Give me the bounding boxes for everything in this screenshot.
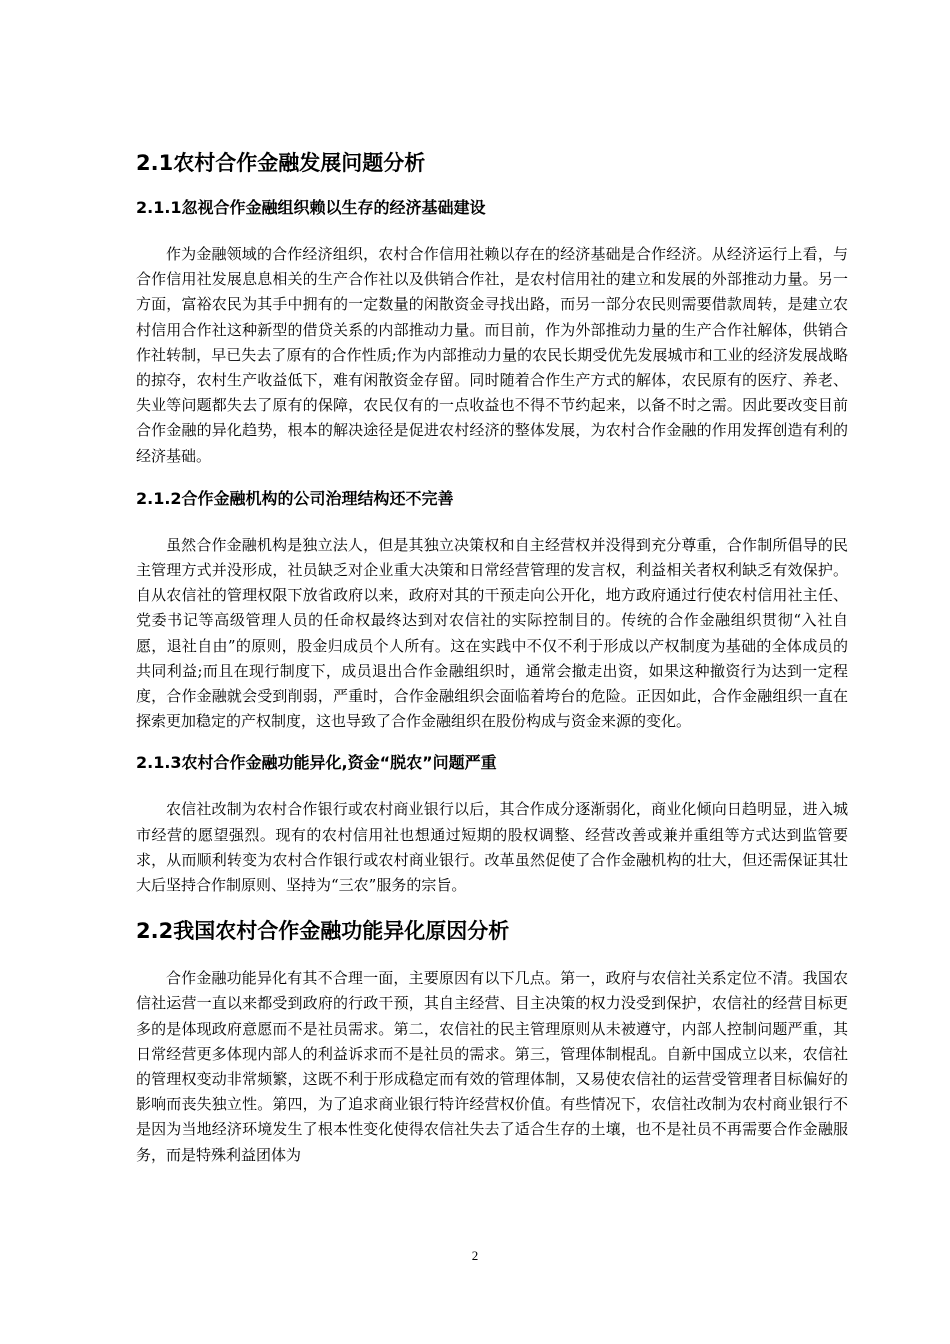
section-2-1-2-paragraph: 虽然合作金融机构是独立法人，但是其独立决策权和自主经营权并没得到充分尊重，合作制所倡导的民主管理方式并没形成，社员缺乏对企业重大决策和日常经营管理的发言权，利益相关者权利缺乏有效保护。自从农信社的管理权限下放省政府以来，政府对其的干预走向公开化，地方政府通过行使农村信用社主任、党委书记等高级管理人员的任命权最终达到对农信社的实际控制目的。传统的合作金融组织贯彻“入社自愿，退社自由”的原则，股金归成员个人所有。这在实践中不仅不利于形成以产权制度为基础的全体成员的共同利益;而且在现行制度下，成员退出合作金融组织时，通常会撤走出资，如果这种撤资行为达到一定程度，合作金融就会受到削弱，严重时，合作金融组织会面临着垮台的危险。正因如此，合作金融组织一直在探索更加稳定的产权制度，这也导致了合作金融组织在股份构成与资金来源的变化。 bbox=[136, 535, 848, 731]
section-2-1-heading: 2.1农村合作金融发展问题分析 bbox=[136, 151, 426, 175]
page-number: 2 bbox=[471, 1248, 479, 1263]
document-body bbox=[136, 138, 848, 1168]
section-2-1-3-heading: 2.1.3农村合作金融功能异化,资金“脱农”问题严重 bbox=[136, 753, 497, 773]
section-2-1-1-heading: 2.1.1忽视合作金融组织赖以生存的经济基础建设 bbox=[136, 198, 486, 217]
section-2-2-heading: 2.2我国农村合作金融功能异化原因分析 bbox=[136, 919, 510, 944]
section-2-1-1-paragraph: 作为金融领域的合作经济组织，农村合作信用社赖以存在的经济基础是合作经济。从经济运行上看，与合作信用社发展息息相关的生产合作社以及供销合作社，是农村信用社的建立和发展的外部推动力量。另一方面，富裕农民为其手中拥有的一定数量的闲散资金寻找出路，而另一部分农民则需要借款周转，是建立农村信用合作社这种新型的借贷关系的内部推动力量。而目前，作为外部推动力量的生产合作社解体，供销合作社转制，早已失去了原有的合作性质;作为内部推动力量的农民长期受优先发展城市和工业的经济发展战略的掠夺，农村生产收益低下，难有闲散资金存留。同时随着合作生产方式的解体，农民原有的医疗、养老、失业等问题都失去了原有的保障，农民仅有的一点收益也不得不节约起来，以备不时之需。因此要改变目前合作金融的异化趋势，根本的解决途径是促进农村经济的整体发展，为农村合作金融的作用发挥创造有利的经济基础。 bbox=[136, 245, 848, 465]
section-2-1-2-heading: 2.1.2合作金融机构的公司治理结构还不完善 bbox=[136, 488, 454, 508]
section-2-1-3-paragraph: 农信社改制为农村合作银行或农村商业银行以后，其合作成分逐渐弱化，商业化倾向日趋明显，进入城市经营的愿望强烈。现有的农村信用社也想通过短期的股权调整、经营改善或兼并重组等方式达到监管要求，从而顺利转变为农村合作银行或农村商业银行。改革虽然促使了合作金融机构的壮大，但还需保证其壮大后坚持合作制原则、坚持为“三农”服务的宗旨。 bbox=[136, 800, 848, 895]
section-2-2-paragraph: 合作金融功能异化有其不合理一面，主要原因有以下几点。第一，政府与农信社关系定位不清。我国农信社运营一直以来都受到政府的行政干预，其自主经营、目主决策的权力没受到保护，农信社的经营目标更多的是体现政府意愿而不是社员需求。第二，农信社的民主管理原则从未被遵守，内部人控制问题严重，其日常经营更多体现内部人的利益诉求而不是社员的需求。第三，管理体制棍乱。自新中国成立以来，农信社的管理权变动非常频繁，这既不利于形成稳定而有效的管理体制，又易使农信社的运营受管理者目标偏好的影响而丧失独立性。第四，为了追求商业银行特许经营权价值。有些情况下，农信社改制为农村商业银行不是因为当地经济环境发生了根本性变化使得农信社失去了适合生存的土壤，也不是社员不再需要合作金融服务，而是特殊利益团体为 bbox=[136, 969, 848, 1164]
